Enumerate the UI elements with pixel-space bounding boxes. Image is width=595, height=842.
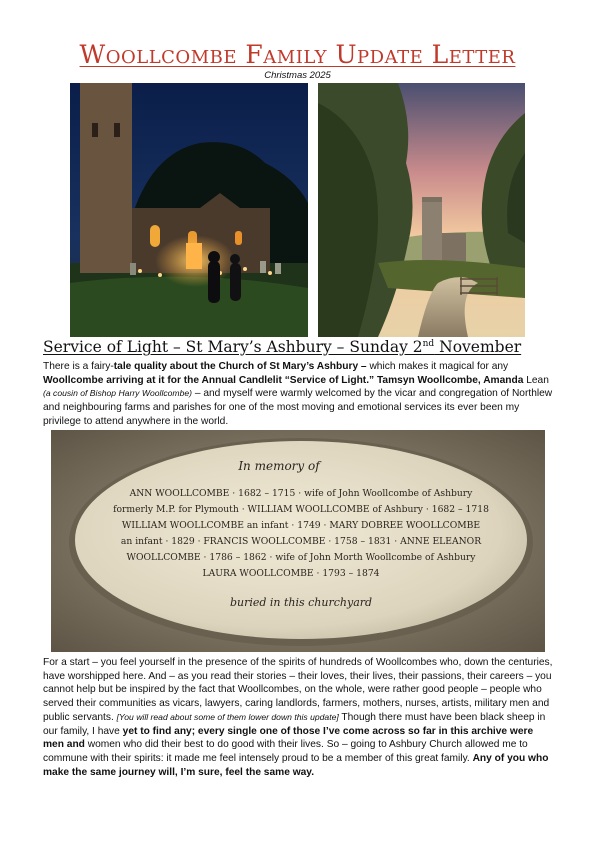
plaque-line-4: WILLIAM WOOLLCOMBE an infant · 1749 · MARY DOBREE WOOLLCOMBE bbox=[121, 520, 481, 531]
plaque-line-6: WOOLLCOMBE · 1786 – 1862 · wife of John Morth Woollcombe of Ashbury bbox=[126, 552, 476, 563]
para2-s4: yet to find any; every single one of those I’ve come across so far in this archive were men and bbox=[43, 725, 534, 751]
plaque-line-7: LAURA WOOLLCOMBE · 1793 – 1874 bbox=[202, 568, 380, 579]
heading-end: November bbox=[434, 338, 522, 356]
para1-s4: Woollcombe arriving at it for the Annual Candlelit “Service of Light.” Tamsyn Woollcombe, Amanda bbox=[43, 374, 524, 386]
church-at-sunset-photo bbox=[318, 83, 525, 337]
intro-paragraph bbox=[43, 360, 553, 429]
plaque-line-2: ANN WOOLLCOMBE · 1682 – 1715 · wife of John Woollcombe of Ashbury bbox=[129, 488, 473, 499]
para2-s5: women who did their best to do good with their lives. So – going to Ashbury Church allowed me to commune with their spirits: it made me feel intensely proud to be a member of this great family. bbox=[43, 739, 528, 764]
para2-s2: [You will read about some of them lower down this update] bbox=[116, 711, 339, 722]
heading-ordinal: nd bbox=[422, 338, 435, 349]
letter-title: Woollcombe Family Update Letter bbox=[79, 40, 516, 69]
heading-main: Service of Light – St Mary’s Ashbury – Sunday 2 bbox=[43, 338, 423, 356]
letter-date: Christmas 2025 bbox=[264, 70, 331, 81]
para1-s3: which makes it magical for any bbox=[366, 361, 509, 372]
memorial-plaque-icon bbox=[51, 430, 545, 652]
plaque-line-5: an infant · 1829 · FRANCIS WOOLLCOMBE · 1758 – 1831 · ANNE ELEANOR bbox=[120, 536, 482, 547]
para1-s6: (a cousin of Bishop Harry Woollcombe) bbox=[43, 388, 193, 399]
memorial-plaque-photo bbox=[51, 430, 545, 652]
para1-s5: Lean bbox=[523, 374, 549, 386]
para2-s3: Though there must have been black sheep in our family, I have bbox=[43, 711, 546, 737]
reflection-paragraph bbox=[43, 656, 553, 779]
plaque-line-3: formerly M.P. for Plymouth · WILLIAM WOOLLCOMBE of Ashbury · 1682 – 1718 bbox=[113, 504, 489, 515]
plaque-line-8: buried in this churchyard bbox=[229, 596, 373, 609]
church-at-night-icon bbox=[70, 83, 308, 337]
church-at-night-photo bbox=[70, 83, 308, 337]
section-heading bbox=[43, 338, 521, 356]
para2-s6: Any of you who make the same journey will, I’m sure, feel the same way. bbox=[43, 752, 549, 778]
para1-s1: There is a fairy- bbox=[43, 361, 114, 372]
plaque-line-1: In memory of bbox=[238, 459, 320, 473]
para2-s1: For a start – you feel yourself in the presence of the spirits of hundreds of Woollcombes who, down the centuries, have worshipped here. And – as you read their stories – their loves, their lives, their passions, their careers – you cannot help but be inspired by the fact that Woollcombes, on the whole, were rather good people – people who served their communities as vicars, lawyers, caring landlords, farmers, mothers, nurses, artists, military men and public servants. bbox=[43, 657, 553, 723]
church-at-sunset-icon bbox=[318, 83, 525, 337]
para1-s2: tale quality about the Church of St Mary’s Ashbury – bbox=[113, 361, 367, 372]
para1-s7: – and myself were warmly welcomed by the vicar and congregation of Northlew and neighbouring farms and parishes for one of the most moving and emotional services its ever been my privilege to attend anywhere in the world. bbox=[43, 388, 553, 427]
